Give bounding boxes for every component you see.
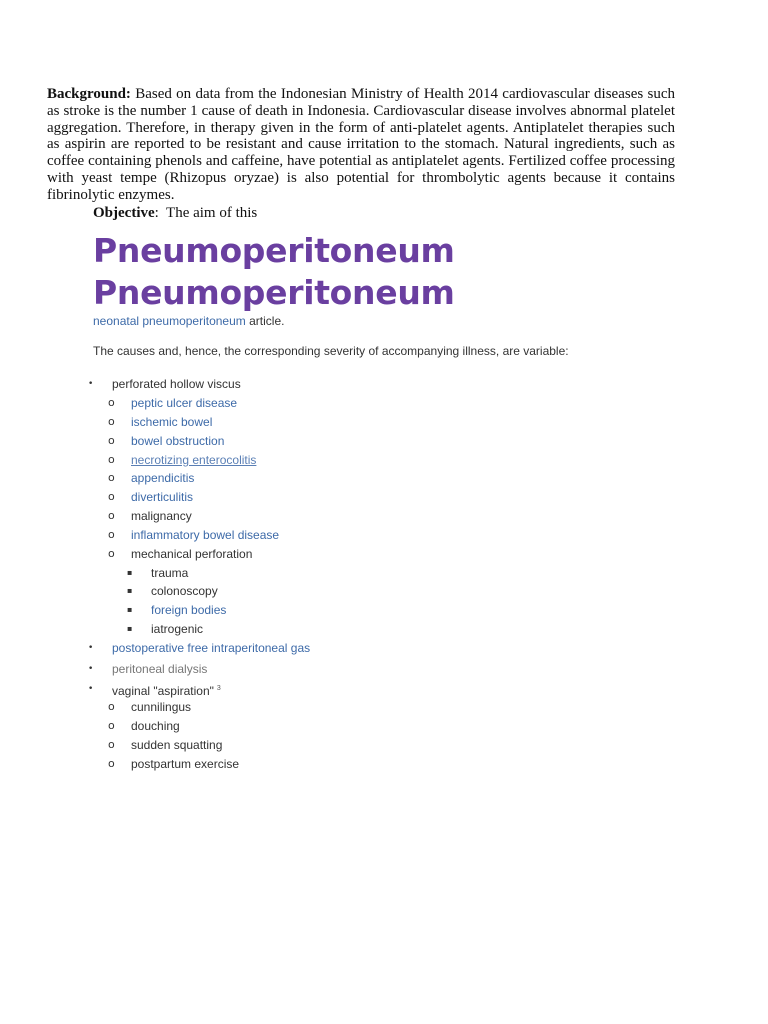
list-item-text <box>131 719 180 733</box>
list-bullet-icon: ▪ <box>127 568 133 577</box>
causes-intro: The causes and, hence, the corresponding severity of accompanying illness, are variable: <box>93 344 569 358</box>
list-item-text <box>131 547 252 561</box>
list-item-label: appendicitis <box>131 471 195 485</box>
list-item-link[interactable] <box>131 453 256 467</box>
list-item-text <box>131 509 192 523</box>
list-bullet-icon: o <box>108 509 115 522</box>
list-item-label: iatrogenic <box>151 622 204 636</box>
list-bullet-icon: ▪ <box>127 586 133 595</box>
list-item-label: diverticulitis <box>131 490 194 504</box>
list-item-link[interactable] <box>131 415 212 429</box>
list-bullet-icon: o <box>108 453 115 466</box>
list-item-link[interactable] <box>151 603 226 617</box>
list-item-text <box>112 377 241 391</box>
list-item-label: trauma <box>151 566 189 580</box>
article-title: Pneumoperitoneum <box>93 231 455 270</box>
list-bullet-icon: o <box>108 757 115 770</box>
list-item-link[interactable] <box>131 528 279 542</box>
list-item-label: colonoscopy <box>151 584 218 598</box>
list-bullet-icon: o <box>108 490 115 503</box>
list-item-label: malignancy <box>131 509 192 523</box>
list-bullet-icon: o <box>108 415 115 428</box>
list-item-text <box>151 622 203 636</box>
objective-label: Objective <box>93 205 155 221</box>
list-bullet-icon: ▪ <box>127 605 133 614</box>
neonatal-pneumoperitoneum-link[interactable]: neonatal pneumoperitoneum <box>93 314 246 328</box>
list-bullet-icon: • <box>88 379 94 389</box>
list-bullet-icon: o <box>108 396 115 409</box>
list-bullet-icon: o <box>108 738 115 751</box>
list-item-label: postpartum exercise <box>131 757 240 771</box>
list-item-label: bowel obstruction <box>131 434 225 448</box>
list-item-label: perforated hollow viscus <box>112 377 241 391</box>
objective-line <box>93 205 257 222</box>
list-bullet-icon: ▪ <box>127 624 133 633</box>
list-item-label: peptic ulcer disease <box>131 396 238 410</box>
list-item-label: inflammatory bowel disease <box>131 528 280 542</box>
list-item-text <box>131 757 239 771</box>
list-bullet-icon: o <box>108 719 115 732</box>
article-note <box>93 314 284 328</box>
list-item-text <box>151 566 188 580</box>
list-item-text <box>112 682 221 698</box>
list-item-link[interactable] <box>112 641 310 655</box>
background-label: Background: <box>47 86 131 102</box>
list-bullet-icon: • <box>88 664 94 674</box>
article-title-repeat: Pneumoperitoneum <box>93 273 455 312</box>
list-item-text <box>131 700 191 714</box>
background-text: Based on data from the Indonesian Ministry of Health 2014 cardiovascular diseases such as stroke is the number 1 cause of death in Indonesia. Cardiovascular disease involves abnormal platelet aggregation. Therefore, in therapy given in the form of anti-platelet agents. Antiplatelet therapies such as aspirin are reported to be resistant and cause irritation to the stomach. Natural ingredients, such as coffee containing phenols and caffeine, have potential as antiplatelet agents. Fertilized coffee processing with yeast tempe (Rhizopus oryzae) is also potential for thrombolytic agents because it contains fibrinolytic enzymes. <box>47 86 675 203</box>
background-paragraph <box>47 86 675 204</box>
list-item-link[interactable] <box>131 396 237 410</box>
list-item-label: foreign bodies <box>151 603 227 617</box>
list-item-label: mechanical perforation <box>131 547 253 561</box>
list-item-link[interactable] <box>131 490 193 504</box>
list-bullet-icon: • <box>88 643 94 653</box>
list-item-label: peritoneal dialysis <box>112 662 208 676</box>
list-item-label: necrotizing enterocolitis <box>131 453 257 467</box>
objective-text: : The aim of this <box>154 205 258 221</box>
list-item-label: douching <box>131 719 180 733</box>
list-bullet-icon: o <box>108 547 115 560</box>
list-item-label: postoperative free intraperitoneal gas <box>112 641 311 655</box>
list-bullet-icon: o <box>108 528 115 541</box>
list-bullet-icon: o <box>108 471 115 484</box>
footnote-reference[interactable]: 3 <box>216 685 221 692</box>
list-item-link[interactable] <box>131 471 194 485</box>
list-bullet-icon: • <box>88 684 94 694</box>
list-bullet-icon: o <box>108 434 115 447</box>
article-note-suffix: article. <box>245 314 285 328</box>
list-item-label: vaginal "aspiration" <box>112 684 214 698</box>
list-item-label: ischemic bowel <box>131 415 213 429</box>
list-item-text <box>131 738 222 752</box>
list-bullet-icon: o <box>108 700 115 713</box>
list-item-text <box>112 662 207 676</box>
list-item-label: sudden squatting <box>131 738 223 752</box>
list-item-label: cunnilingus <box>131 700 192 714</box>
list-item-link[interactable] <box>131 434 224 448</box>
list-item-text <box>151 584 218 598</box>
